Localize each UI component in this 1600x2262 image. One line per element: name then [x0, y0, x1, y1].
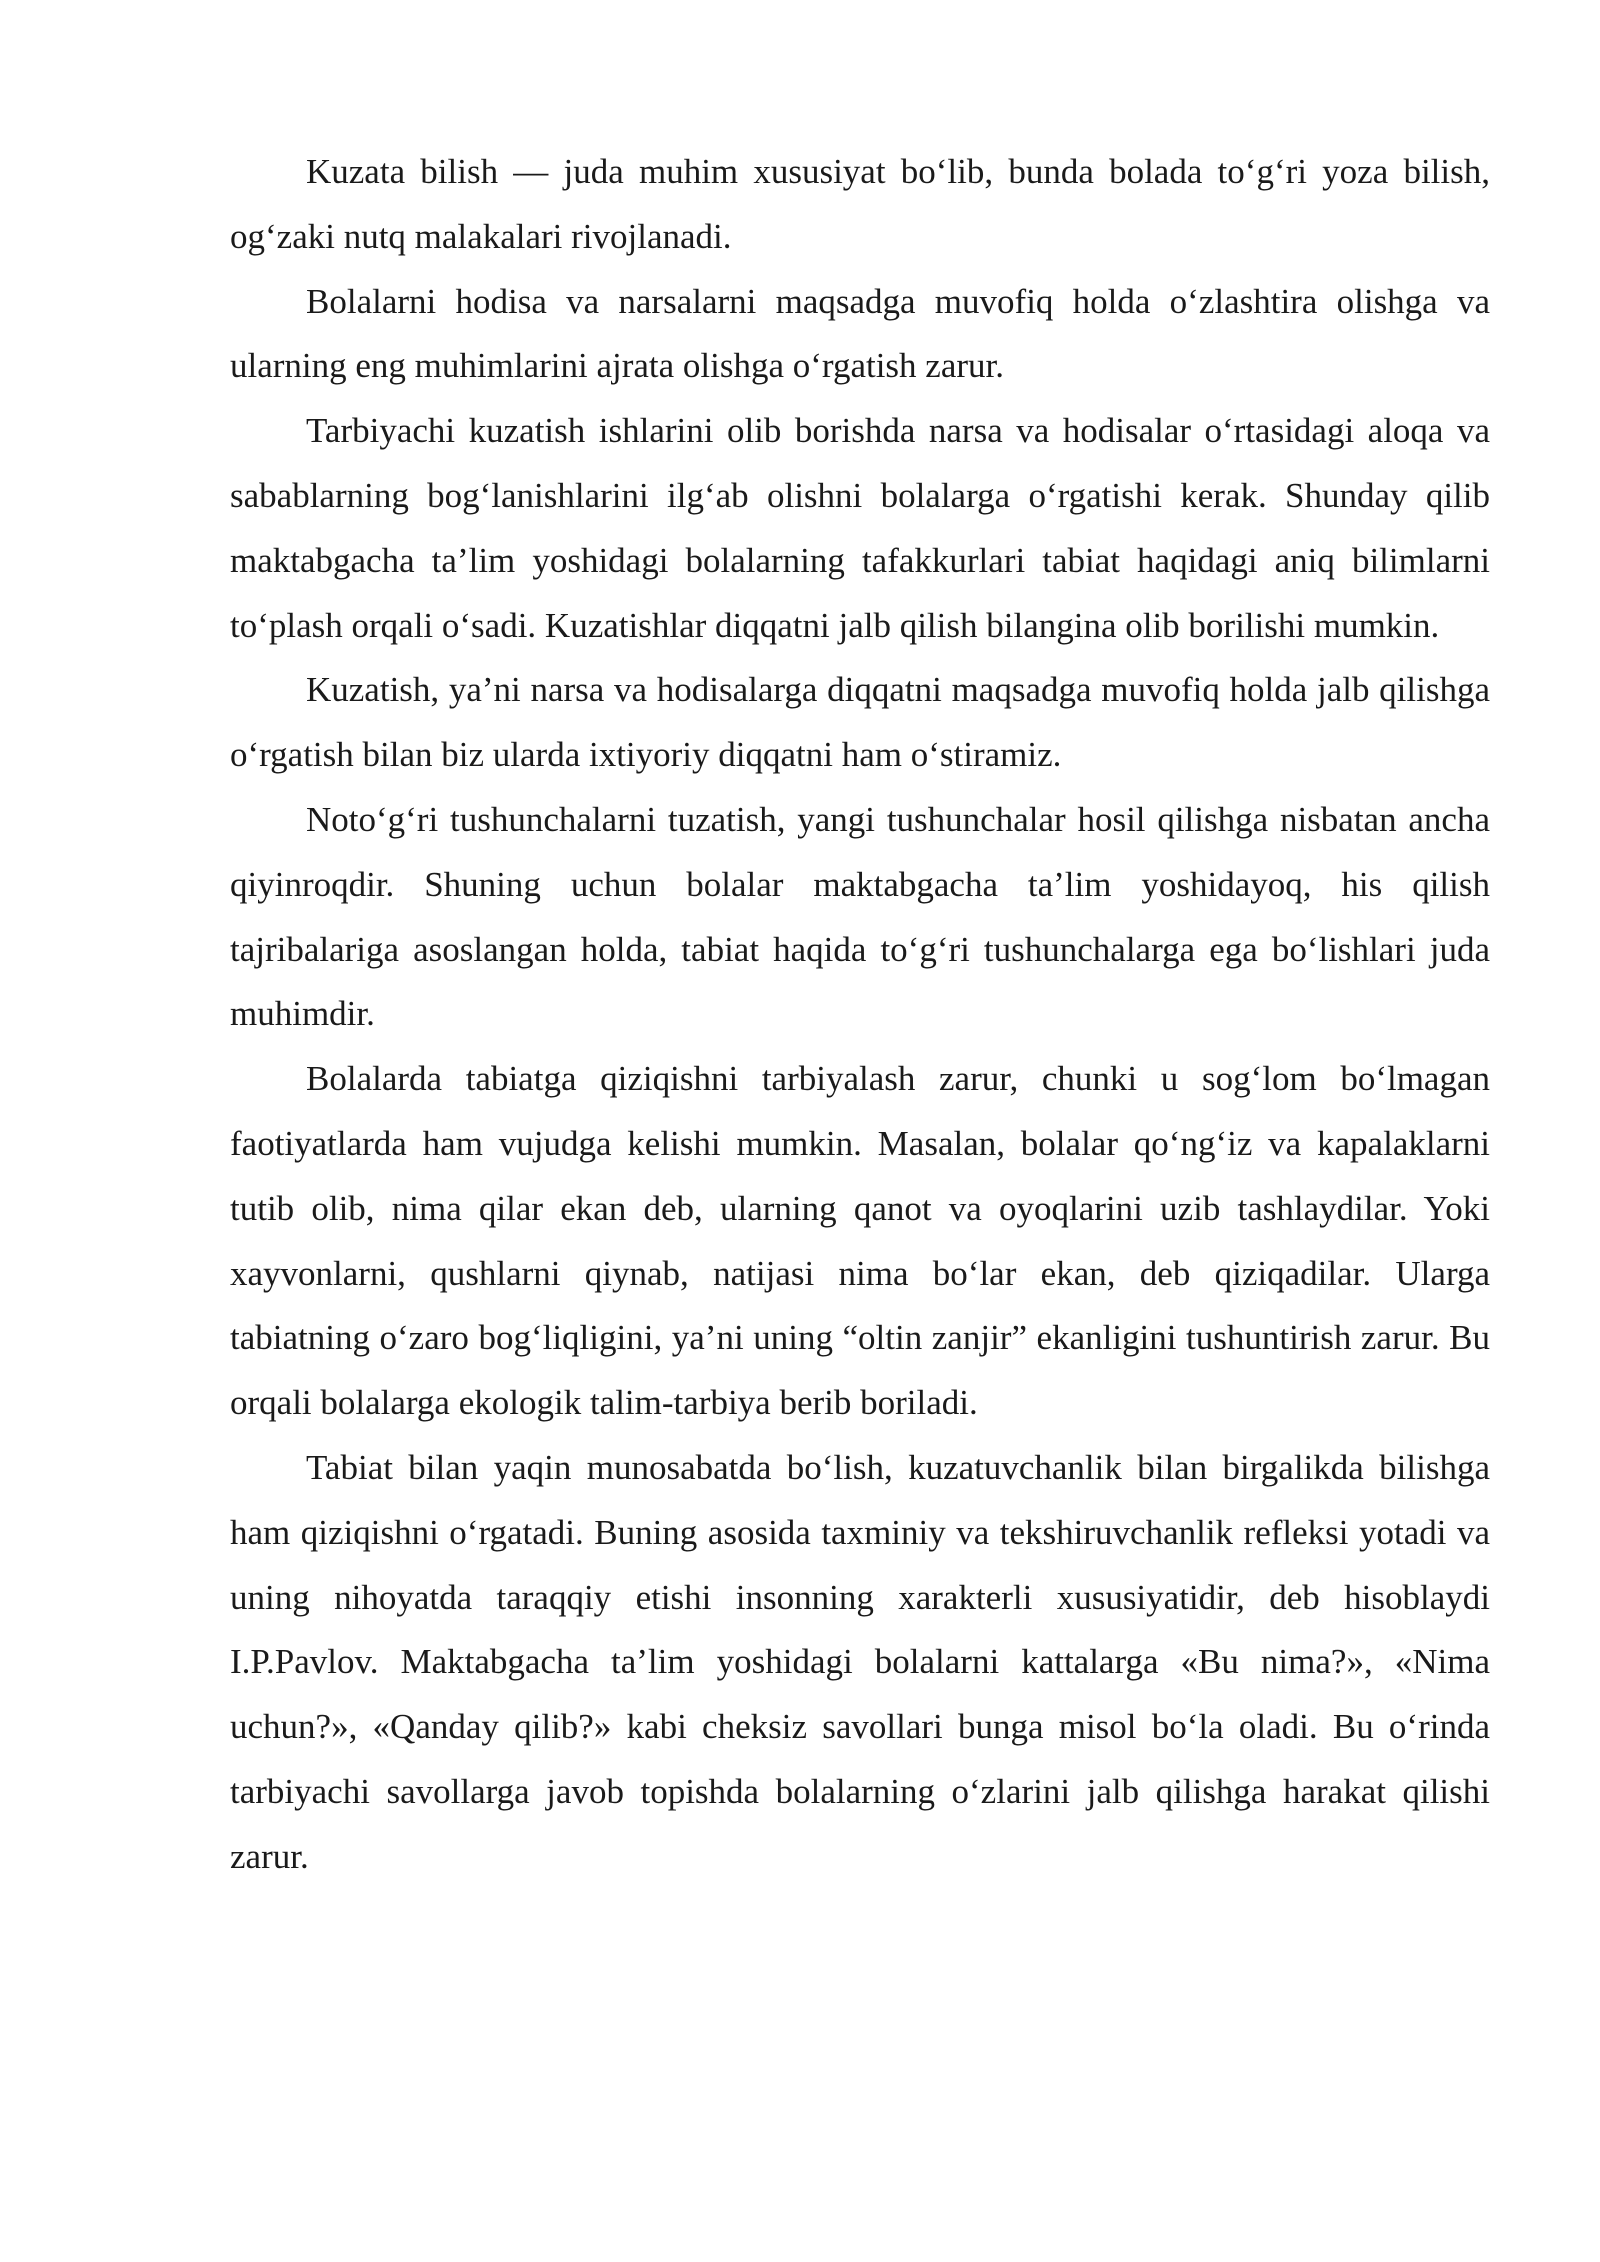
- paragraph: Tarbiyachi kuzatish ishlarini olib borishda narsa va hodisalar o‘rtasidagi aloqa va sabablarning bog‘lanishlarini ilg‘ab olishni bolalarga o‘rgatishi kerak. Shunday qilib maktabgacha ta’lim yoshidagi bolalarning tafakkurlari tabiat haqidagi aniq bilimlarni to‘plash orqali o‘sadi. Kuzatishlar diqqatni jalb qilish bilangina olib borilishi mumkin.: [230, 411, 1490, 645]
- paragraph: Noto‘g‘ri tushunchalarni tuzatish, yangi tushunchalar hosil qilishga nisbatan ancha qiyinroqdir. Shuning uchun bolalar maktabgacha ta’lim yoshidayoq, his qilish tajribalariga asoslangan holda, tabiat haqida to‘g‘ri tushunchalarga ega bo‘lishlari juda muhimdir.: [230, 799, 1490, 1034]
- paragraph: Bolalarni hodisa va narsalarni maqsadga muvofiq holda o‘zlashtira olishga va ularning eng muhimlarini ajrata olishga o‘rgatish zarur.: [230, 281, 1490, 386]
- paragraph: Kuzata bilish — juda muhim xususiyat bo‘lib, bunda bolada to‘g‘ri yoza bilish, og‘zaki nutq malakalari rivojlanadi.: [230, 152, 1490, 256]
- paragraph: Kuzatish, ya’ni narsa va hodisalarga diqqatni maqsadga muvofiq holda jalb qilishga o‘rgatish bilan biz ularda ixtiyoriy diqqatni ham o‘stiramiz.: [230, 670, 1490, 775]
- body-text: [230, 140, 1490, 1890]
- paragraph: Bolalarda tabiatga qiziqishni tarbiyalash zarur, chunki u sog‘lom bo‘lmagan faotiyatlarda ham vujudga kelishi mumkin. Masalan, bolalar qo‘ng‘iz va kapalaklarni tutib olib, nima qilar ekan deb, ularning qanot va oyoqlarini uzib tashlaydilar. Yoki xayvonlarni, qushlarni qiynab, natijasi nima bo‘lar ekan, deb qiziqadilar. Ularga tabiatning o‘zaro bog‘liqligini, ya’ni uning “oltin zanjir” ekanligini tushuntirish zarur. Bu orqali bolalarga ekologik talim-tarbiya berib boriladi.: [230, 1059, 1490, 1423]
- paragraph: Tabiat bilan yaqin munosabatda bo‘lish, kuzatuvchanlik bilan birgalikda bilishga ham qiziqishni o‘rgatadi. Buning asosida taxminiy va tekshiruvchanlik refleksi yotadi va uning nihoyatda taraqqiy etishi insonning xarakterli xususiyatidir, deb hisoblaydi I.P.Pavlov. Maktabgacha ta’lim yoshidagi bolalarni kattalarga «Bu nima?», «Nima uchun?», «Qanday qilib?» kabi cheksiz savollari bunga misol bo‘la oladi. Bu o‘rinda tarbiyachi savollarga javob topishda bolalarning o‘zlarini jalb qilishga harakat qilishi zarur.: [230, 1447, 1490, 1876]
